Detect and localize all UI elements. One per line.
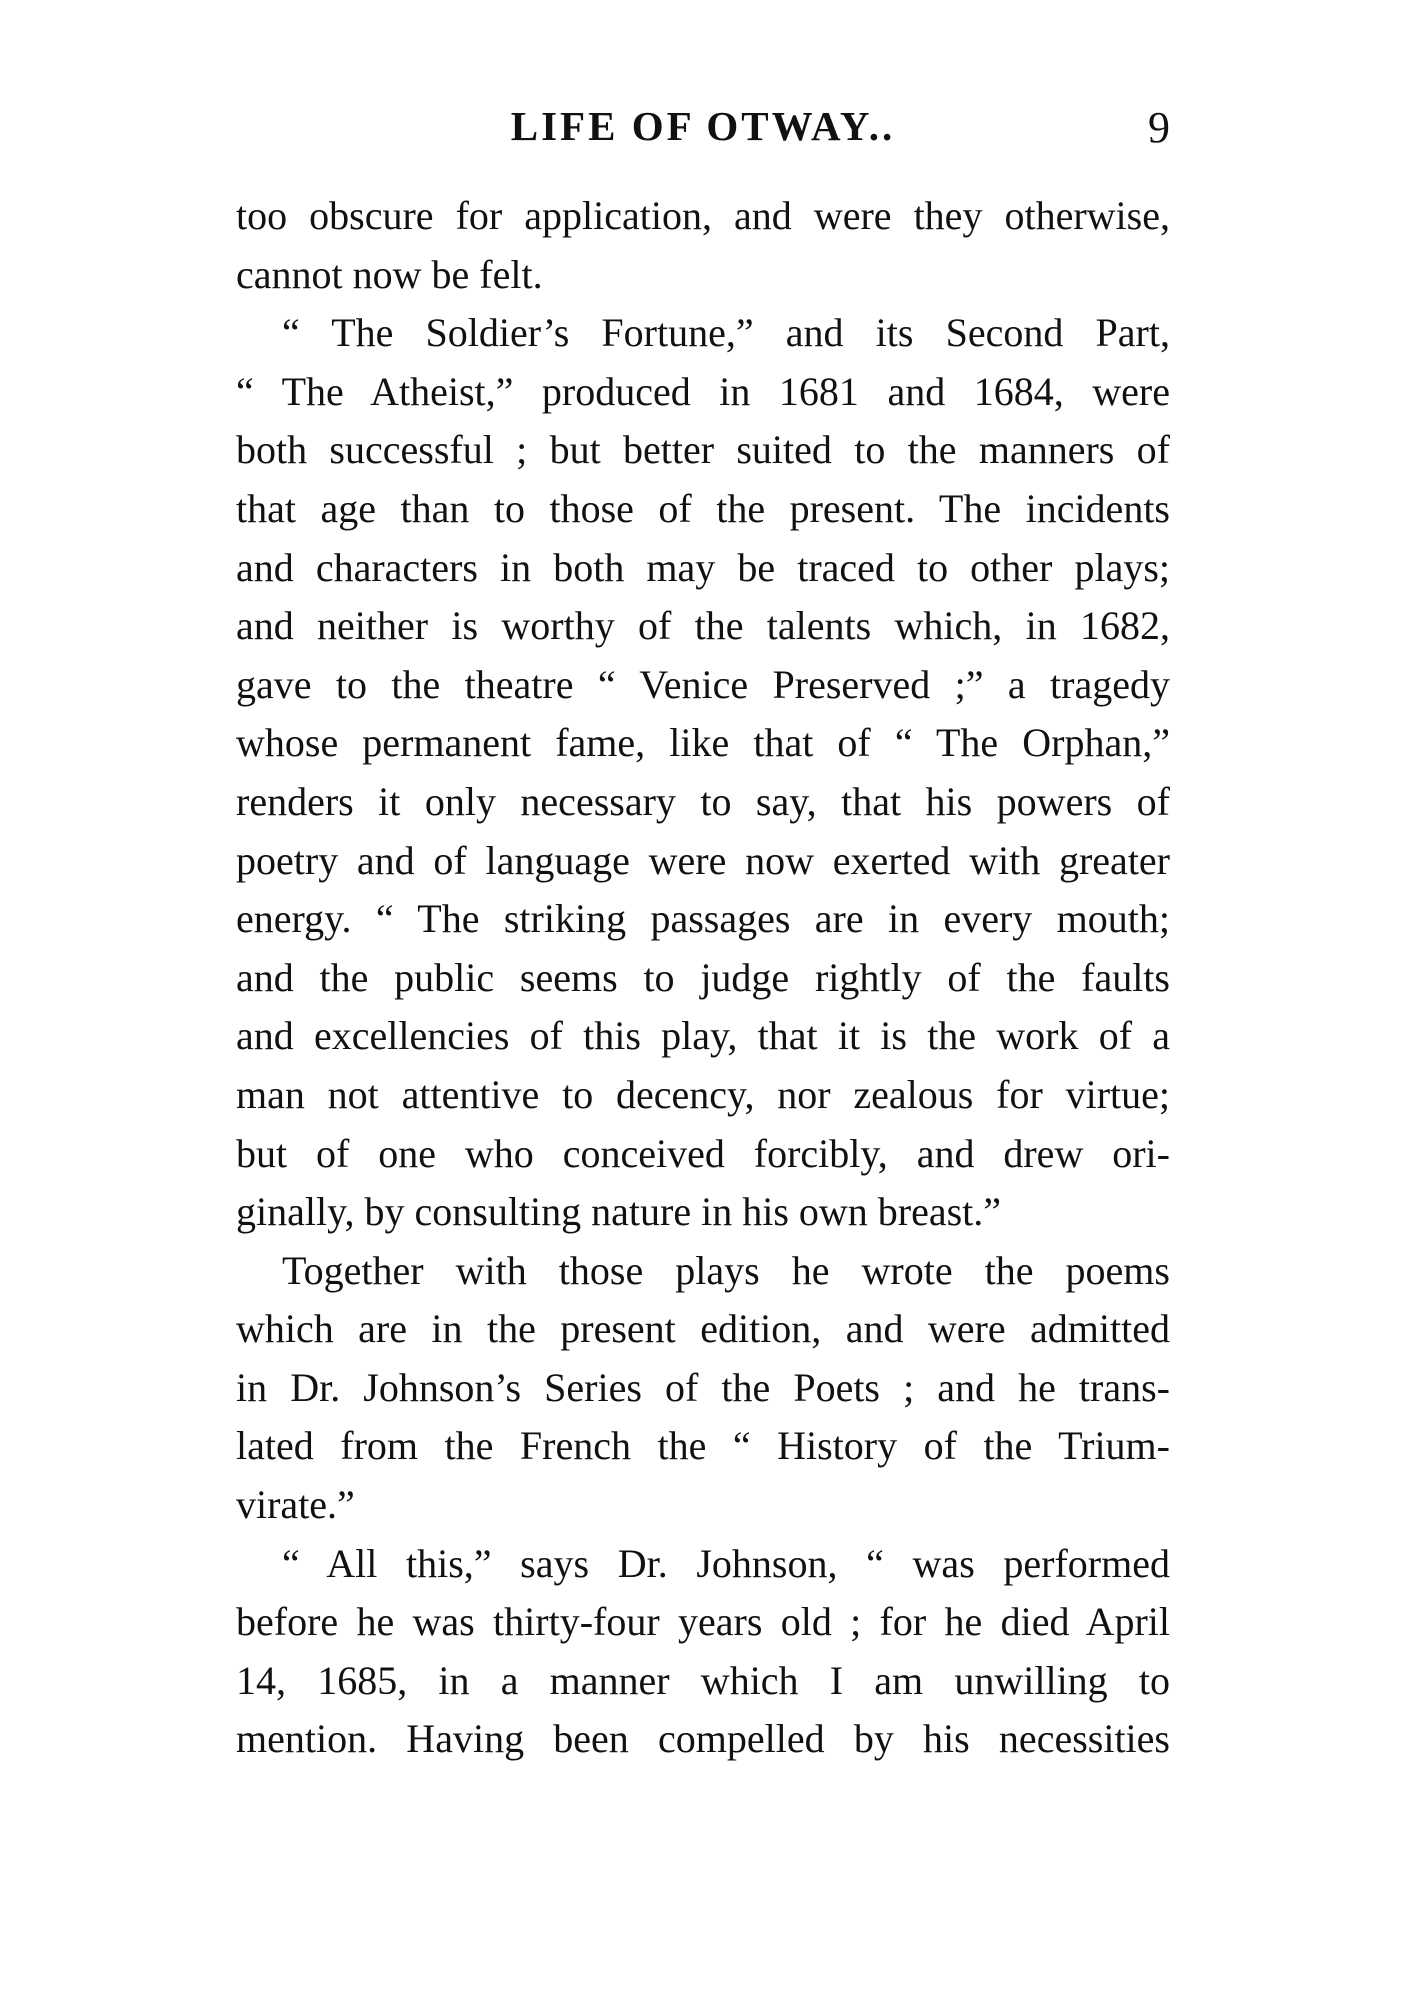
text-line: in Dr. Johnson’s Series of the Poets ; and he trans- xyxy=(236,1364,1170,1410)
text-line: mention. Having been compelled by his necessities xyxy=(236,1716,1170,1762)
text-line: virate.” xyxy=(236,1482,355,1528)
text-line: energy. “ The striking passages are in every mouth; xyxy=(236,896,1170,942)
text-line: man not attentive to decency, nor zealous for virtue; xyxy=(236,1071,1170,1117)
text-line: but of one who conceived forcibly, and drew ori- xyxy=(236,1130,1170,1176)
text-line: and the public seems to judge rightly of the faults xyxy=(236,954,1170,1000)
text-line: Together with those plays he wrote the poems xyxy=(282,1247,1170,1293)
text-line: that age than to those of the present. The incidents xyxy=(236,485,1170,531)
text-line: “ All this,” says Dr. Johnson, “ was performed xyxy=(282,1540,1170,1586)
text-line: ginally, by consulting nature in his own breast.” xyxy=(236,1189,1002,1235)
page-title: LIFE OF OTWAY.. xyxy=(510,103,896,149)
text-line: and excellencies of this play, that it is the work of a xyxy=(236,1013,1170,1059)
text-line: whose permanent fame, like that of “ The Orphan,” xyxy=(236,720,1170,766)
text-line: too obscure for application, and were they otherwise, xyxy=(236,193,1170,238)
text-line: “ The Soldier’s Fortune,” and its Second Part, xyxy=(282,310,1170,356)
text-line: lated from the French the “ History of the Trium- xyxy=(236,1423,1170,1469)
text-line: which are in the present edition, and were admitted xyxy=(236,1306,1170,1352)
text-line: cannot now be felt. xyxy=(236,251,543,297)
text-line: poetry and of language were now exerted with greater xyxy=(236,837,1170,883)
running-header xyxy=(236,96,1170,156)
text-line: and neither is worthy of the talents which, in 1682, xyxy=(236,603,1170,649)
text-line: and characters in both may be traced to other plays; xyxy=(236,544,1170,590)
text-line: 14, 1685, in a manner which I am unwilling to xyxy=(236,1657,1170,1703)
text-line: “ The Atheist,” produced in 1681 and 1684, were xyxy=(236,368,1170,414)
page-number: 9 xyxy=(1148,103,1170,152)
text-line: gave to the theatre “ Venice Preserved ;” a tragedy xyxy=(236,661,1170,707)
text-line: before he was thirty-four years old ; for he died April xyxy=(236,1599,1170,1645)
text-line: both successful ; but better suited to the manners of xyxy=(236,427,1170,473)
text-line: renders it only necessary to say, that his powers of xyxy=(236,778,1170,824)
body-text xyxy=(236,187,1170,1769)
